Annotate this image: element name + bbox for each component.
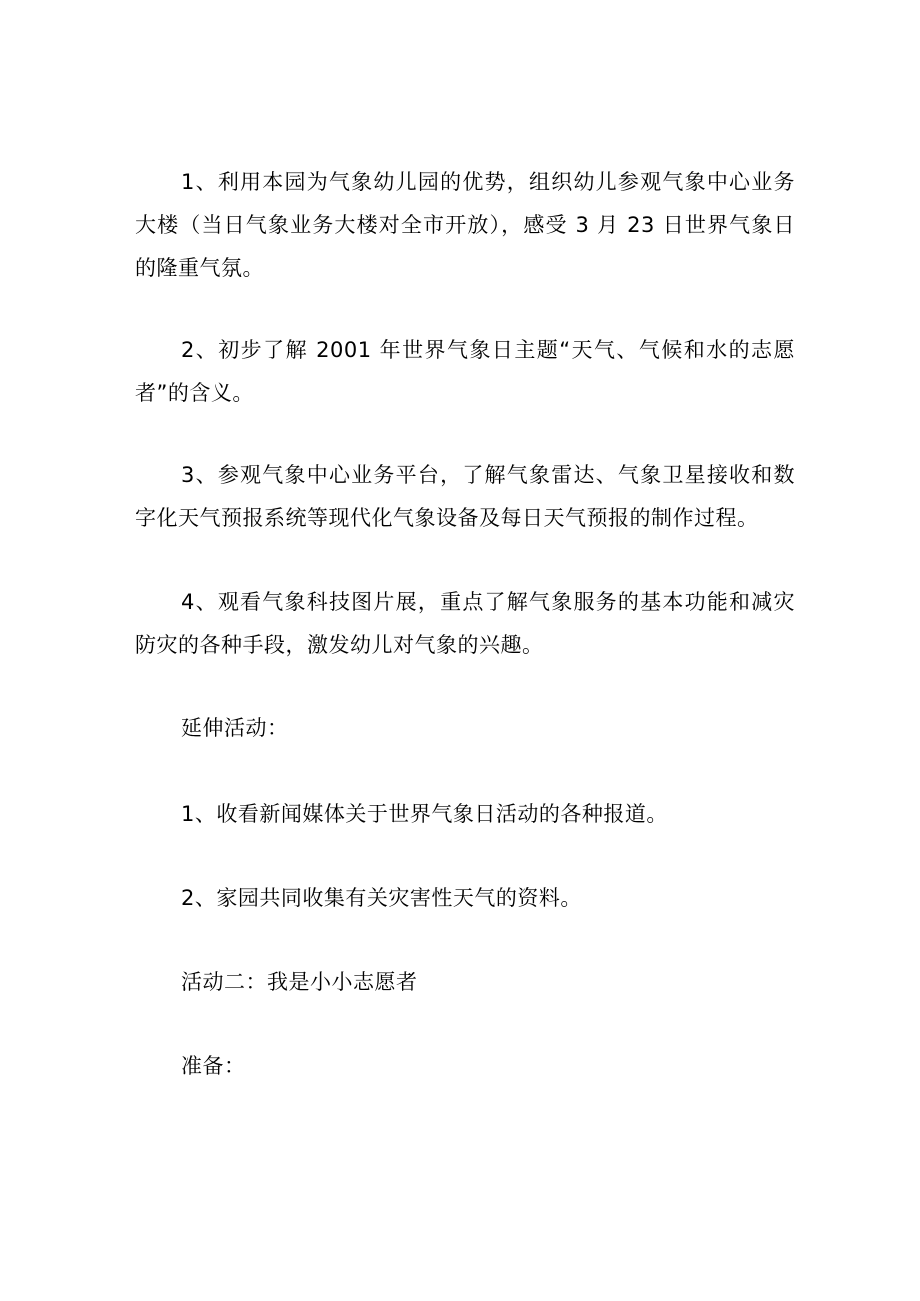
paragraph-activity-item-3: 3、参观气象中心业务平台，了解气象雷达、气象卫星接收和数字化天气预报系统等现代化气象设备及每日天气预报的制作过程。 <box>135 463 795 530</box>
section-heading-extension: 延伸活动： <box>181 716 289 740</box>
paragraph-extension-item-1: 1、收看新闻媒体关于世界气象日活动的各种报道。 <box>181 802 668 826</box>
paragraph-activity-item-2: 2、初步了解 2001 年世界气象日主题“天气、气候和水的志愿者”的含义。 <box>135 338 795 405</box>
paragraph-activity-item-4: 4、观看气象科技图片展，重点了解气象服务的基本功能和减灾防灾的各种手段，激发幼儿对气象的兴趣。 <box>135 590 795 657</box>
paragraph-activity-item-1: 1、利用本园为气象幼儿园的优势，组织幼儿参观气象中心业务大楼（当日气象业务大楼对全市开放），感受 3 月 23 日世界气象日的隆重气氛。 <box>135 170 795 280</box>
paragraph-extension-item-2: 2、家园共同收集有关灾害性天气的资料。 <box>181 886 582 910</box>
section-heading-activity-two: 活动二：我是小小志愿者 <box>181 970 418 994</box>
section-heading-preparation: 准备： <box>181 1054 246 1078</box>
